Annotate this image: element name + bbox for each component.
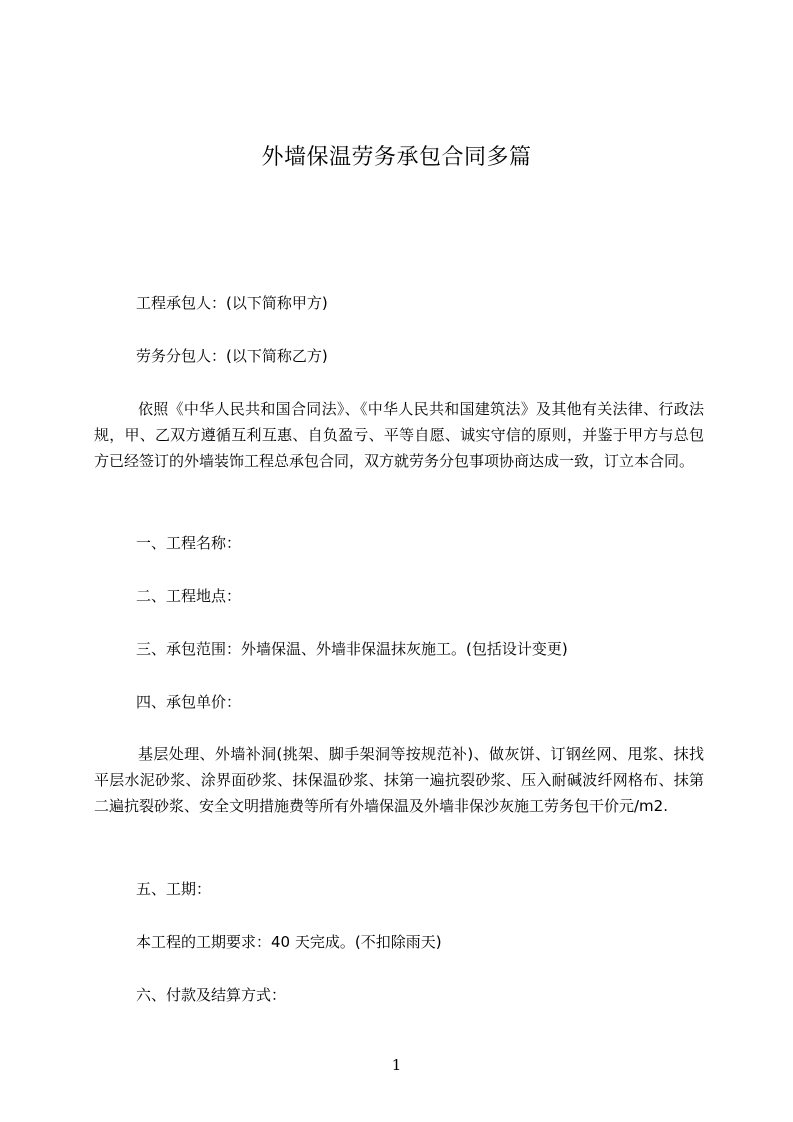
section-unit-price: 四、承包单价： <box>136 693 242 711</box>
section-duration: 五、工期： <box>136 880 212 898</box>
section-contract-scope: 三、承包范围：外墙保温、外墙非保温抹灰施工。(包括设计变更) <box>136 640 568 658</box>
preamble-paragraph: 依照《中华人民共和国合同法》、《中华人民共和国建筑法》及其他有关法律、行政法规，甲、乙双方遵循互利互惠、自负盈亏、平等自愿、诚实守信的原则，并鉴于甲方与总包方已经签订的外墙装饰工程总承包合同，双方就劳务分包事项协商达成一致，订立本合同。 <box>94 400 704 470</box>
section-project-location: 二、工程地点： <box>136 587 242 605</box>
section-project-name: 一、工程名称： <box>136 534 242 552</box>
party-b-line: 劳务分包人：(以下简称乙方) <box>136 347 328 365</box>
page-number: 1 <box>391 1056 402 1074</box>
section-payment: 六、付款及结算方式： <box>136 986 287 1004</box>
party-a-line: 工程承包人：(以下简称甲方) <box>136 294 328 312</box>
unit-price-paragraph: 基层处理、外墙补洞(挑架、脚手架洞等按规范补)、做灰饼、订钢丝网、甩浆、抹找平层水泥砂浆、涂界面砂浆、抹保温砂浆、抹第一遍抗裂砂浆、压入耐碱波纤网格布、抹第二遍抗裂砂浆、安全文明措施费等所有外墙保温及外墙非保沙灰施工劳务包干价元/m2. <box>94 745 704 815</box>
document-title: 外墙保温劳务承包合同多篇 <box>261 145 532 170</box>
duration-paragraph: 本工程的工期要求：40 天完成。(不扣除雨天) <box>136 933 442 951</box>
